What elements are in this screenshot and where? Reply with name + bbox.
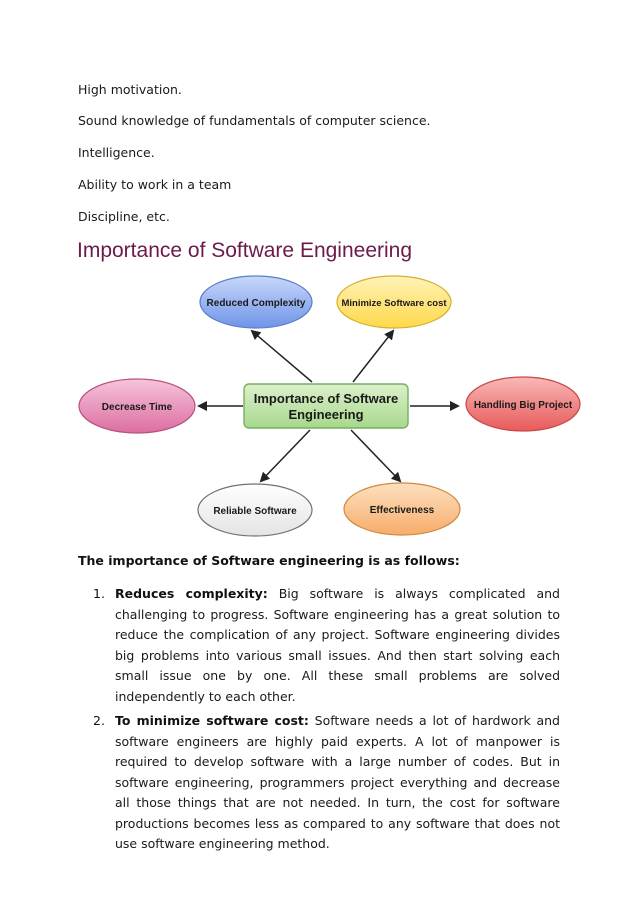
center-label-line1: Importance of Software bbox=[253, 391, 399, 406]
list-item: Discipline, etc. bbox=[78, 209, 170, 224]
item-title: Reduces complexity: bbox=[115, 586, 268, 601]
arrow-to-effectiveness bbox=[351, 430, 400, 481]
intro-text: The importance of Software engineering is as follows: bbox=[78, 553, 460, 568]
item-title: To minimize software cost: bbox=[115, 713, 309, 728]
importance-diagram bbox=[70, 274, 590, 538]
node-label: Handling Big Project bbox=[473, 400, 573, 411]
importance-list bbox=[78, 584, 560, 859]
list-item: High motivation. bbox=[78, 82, 182, 97]
node-label: Effectiveness bbox=[369, 505, 435, 516]
section-heading: Importance of Software Engineering bbox=[77, 239, 413, 262]
list-item bbox=[78, 584, 560, 707]
node-reliable-software bbox=[198, 484, 312, 536]
arrow-to-reliable-software bbox=[261, 430, 310, 481]
node-label: Decrease Time bbox=[101, 402, 173, 413]
item-number: 2. bbox=[93, 713, 105, 728]
node-minimize-software-cost bbox=[337, 276, 451, 328]
list-item: Ability to work in a team bbox=[78, 177, 232, 192]
item-number: 1. bbox=[93, 586, 105, 601]
list-item: Intelligence. bbox=[78, 145, 155, 160]
item-text: Software needs a lot of hardwork and software engineers are highly paid experts. A lot of manpower is required to develop software with a large number of codes. But in software engineering, programmers project everything and decrease all those things that are not needed. In turn, the cost for software productions becomes less as compared to any software that does not use software engineering method. bbox=[115, 713, 560, 851]
center-label-line2: Engineering bbox=[288, 407, 364, 422]
node-reduced-complexity bbox=[200, 276, 312, 328]
node-effectiveness bbox=[344, 483, 460, 535]
item-text: Big software is always complicated and challenging to progress. Software engineering has a great solution to reduce the complication of any project. Software engineering divides big problems into various small issues. And then start solving each small issue one by one. All these small problems are solved independently to each other. bbox=[115, 586, 560, 704]
node-label: Minimize Software cost bbox=[341, 298, 447, 309]
node-decrease-time bbox=[79, 379, 195, 433]
list-item: Sound knowledge of fundamentals of computer science. bbox=[78, 113, 431, 128]
arrow-to-reduced-complexity bbox=[252, 331, 312, 382]
arrow-to-minimize-cost bbox=[353, 331, 393, 382]
node-label: Reliable Software bbox=[213, 506, 297, 517]
list-item bbox=[78, 711, 560, 855]
node-center bbox=[244, 384, 408, 428]
node-handling-big-project bbox=[466, 377, 580, 431]
node-label: Reduced Complexity bbox=[206, 298, 306, 309]
